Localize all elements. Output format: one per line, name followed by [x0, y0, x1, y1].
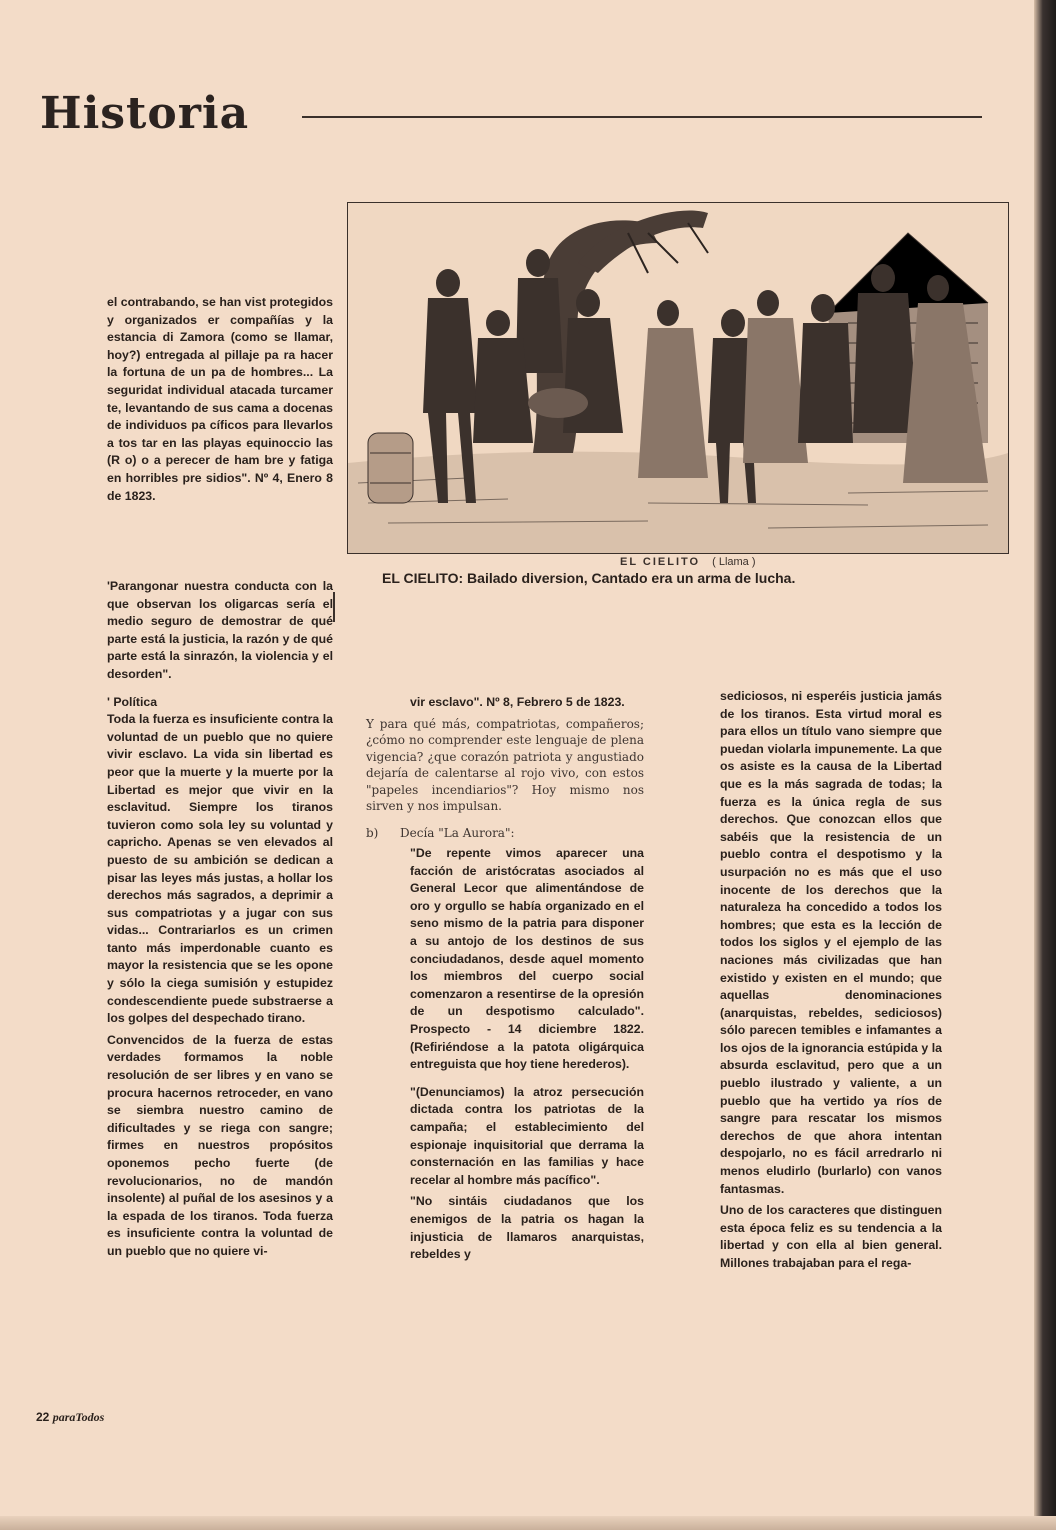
quote-parangonar: 'Parangonar nuestra conducta con la que observan los oligarcas sería el medio seguro de demostrar de qué parte está la justicia, la razón y de qué parte está la sinrazón, la violencia y el desorden".: [107, 579, 333, 681]
quote-aurora-n4: el contrabando, se han vist protegidos y organizados er compañías y la estancia di Zamora (como se llamar, hoy?) entregada al pillaje pa ra hacer la fortuna de un pa de hombres... La seguridat individual atacada turcamer te, levantando de sus cama a docenas de individuos pa cíficos para llevarlos a tos tar en las playas equinoccio las (R o) o a perecer de ham bre y fatiga en horribles pre sidios". Nº 4, Enero 8 de 1823.: [107, 295, 333, 503]
quote-la-aurora-3: "No sintáis ciudadanos que los enemigos de la patria os hagan la injusticia de llamaros anarquistas, rebeldes y: [410, 1194, 644, 1262]
quote-continuation: vir esclavo". Nº 8, Febrero 5 de 1823.: [410, 695, 625, 709]
title-rule: [302, 116, 982, 118]
illustration-caption: EL CIELITO: Bailado diversion, Cantado era un arma de lucha.: [382, 570, 796, 586]
subsection-politica: ' Política: [107, 694, 158, 709]
column-1-top: [107, 294, 333, 509]
caption-title-text: EL CIELITO: [620, 556, 701, 568]
column-1: [107, 578, 333, 1265]
quote-la-aurora-1: "De repente vimos aparecer una facción de aristócratas asociados al General Lecor que alimentándose de oro y orgullo se había organizado en el seno mismo de la patria para disponer a su antojo de los destinos de sus conciudadanos, desde aquel momento los miembros del cuerpo social comenzaron a resentirse de la opresión de un despotismo calculado". Prospecto - 14 diciembre 1822. (Refiriéndose a la patota oligárquica entreguista que hoy tiene herederos).: [410, 846, 644, 1072]
page-edge: [1034, 0, 1056, 1530]
item-b: [366, 825, 644, 842]
bottom-edge: [0, 1516, 1056, 1530]
magazine-brand: paraTodos: [52, 1410, 105, 1424]
politica-body-2: Convencidos de la fuerza de estas verdades formamos la noble resolución de ser libres y en vano se procura hacernos retroceder, en vano se siembra nuestro camino de dificultades y se riega con sangre; firmes en nuestros propósitos oponemos pecho fuerte (de revolucionarios, no de mandón insolente) al puñal de los asesinos y a la espada de los tiranos. Toda fuerza es insuficiente contra la voluntad de un pueblo que no quiere vi-: [107, 1032, 333, 1258]
section-title: Historia: [40, 88, 250, 139]
quote-la-aurora-2: "(Denunciamos) la atroz persecución dictada contra los patriotas de la campaña; el establecimiento del espionaje inquisitorial que derrama la consternación en las familias y hace recelar al hombre más pacífico".: [410, 1084, 644, 1187]
column-3-text: sediciosos, ni esperéis justicia jamás de los tiranos. Esta virtud moral es para ellos un título vano siempre que puedan violarla impunemente. La que os asiste es la causa de la Libertad que es la más sagrada de todas; la fuerza es la única regla de sus derechos. Que conozcan ellos que sabéis que la resistencia de un pueblo contra el despotismo y la usurpación no es más que el uso inocente de los derechos que la naturaleza ha concedido a todos los hombres; que esta es la lección de todos los siglos y el ejemplo de las naciones más civilizadas que han existido y existen en el mundo; que aquellas denominaciones (anarquistas, rebeldes, sediciosos) sólo parecen temibles e infamantes a los ojos de la ignorancia estúpida y la absurda esclavitud, pero que a un pueblo ilustrado y valiente, a un pueblo que ha vertido ya ríos de sangre para rescatar los mismos derechos de que ahora intentan despojarlo, no es fácil arredrarlo ni menos eludirlo (burlarlo) con vanos fantasmas.: [720, 689, 942, 1196]
illustration-caption-title: [620, 556, 756, 568]
commentary-paragraph: Y para qué más, compatriotas, compañeros; ¿cómo no comprender este lenguaje de plena vigencia? ¿que corazón patriota y angustiado dejaría de calentarse al rojo vivo, con estos "papeles incendiarios"? Hoy mismo nos sirven y nos impulsan.: [366, 716, 644, 814]
item-b-label: b): [366, 825, 379, 840]
el-cielito-engraving: [347, 202, 1009, 554]
page-number: 22: [36, 1410, 50, 1424]
page-footer: [36, 1410, 104, 1425]
item-b-intro: Decía "La Aurora":: [400, 825, 515, 840]
column-2: [366, 694, 644, 1268]
engraving-drawing: [348, 203, 1008, 553]
caption-title-note: ( Llama ): [712, 556, 756, 568]
politica-body: Toda la fuerza es insuficiente contra la voluntad de un pueblo que no quiere vivir esclavo. La vida sin libertad es peor que la muerte y la muerte por la Libertad es mejor que vivir en la esclavitud. Siempre los tiranos tuvieron como sola ley su voluntad y capricho. Apenas se ven elevados al puesto de su ambición se dedican a pisar las leyes más justas, a hollar los derechos más sagrados, a deprimir a sus compatriotas y a jugar con sus vidas... Contrariarlos es un crimen tanto más imperdonable cuanto es mayor la resistencia que se les opone y sólo la ciega sumisión y estupidez condescendiente puede substraerse a los golpes del despechado tirano.: [107, 712, 333, 1026]
column-3: [720, 688, 942, 1277]
column-divider: [333, 592, 335, 622]
column-3-text-2: Uno de los caracteres que distinguen esta época feliz es su tendencia a la libertad y con ella al bien general. Millones trabajaban para el rega-: [720, 1203, 942, 1270]
